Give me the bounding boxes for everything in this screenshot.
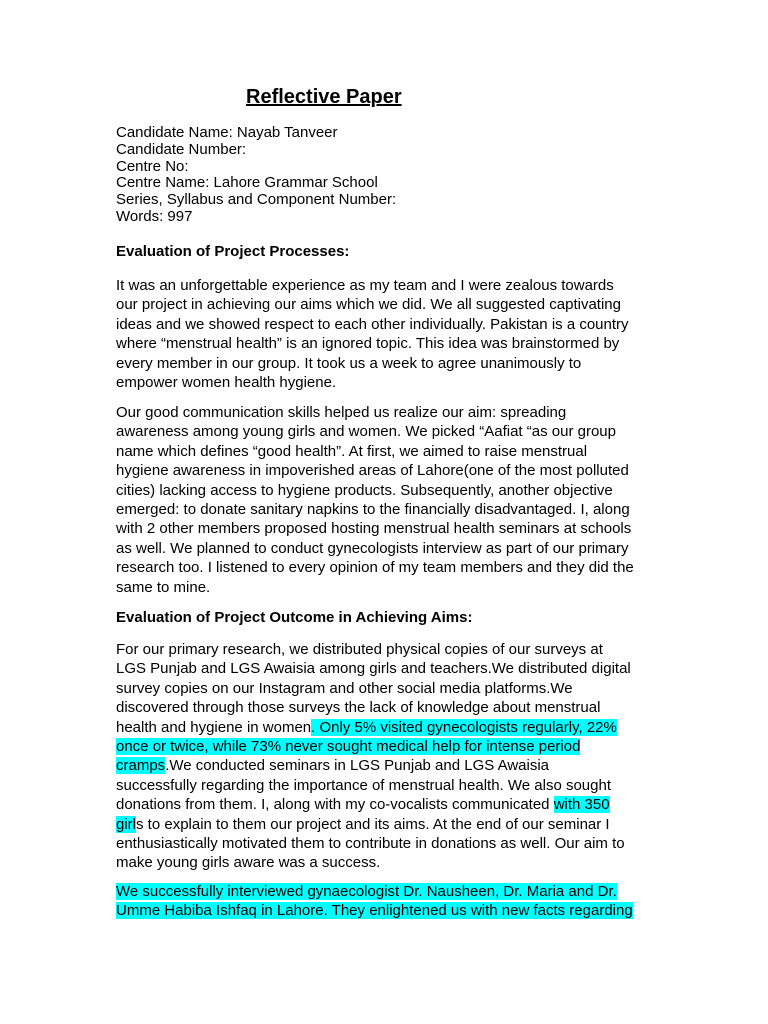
text-line: with 2 other members proposed hosting menstrual health seminars at schools: [116, 520, 632, 538]
text-line: Our good communication skills helped us realize our aim: spreading: [116, 404, 567, 421]
text-line: make young girls aware was a success.: [116, 854, 381, 872]
text-line: [116, 737, 631, 756]
text-line: It was an unforgettable experience as my team and I were zealous towards: [116, 277, 614, 294]
text-line: empower women health hygiene.: [116, 374, 337, 392]
text-line: ideas and we showed respect to each other individually. Pakistan is a country: [116, 315, 629, 333]
text-line: For our primary research, we distributed physical copies of our surveys at: [116, 641, 603, 658]
text-line: [116, 795, 631, 814]
text-line: successfully regarding the importance of menstrual health. We also sought: [116, 776, 611, 794]
text-line: as well. We planned to conduct gynecologists interview as part of our primary: [116, 539, 629, 557]
word-count: Words: 997: [116, 207, 193, 225]
highlighted-text: with 350: [553, 796, 610, 814]
candidate-info: [116, 125, 396, 226]
highlighted-text: Umme Habiba Ishfaq in Lahore. They enlightened us with new facts regarding: [116, 902, 633, 920]
text-line: name which defines “good health”. At first, we aimed to raise menstrual: [116, 442, 588, 460]
candidate-number: Candidate Number:: [116, 140, 247, 158]
text-line: awareness among young girls and women. We picked “Aafiat “as our group: [116, 423, 616, 441]
text-line: hygiene awareness in impoverished areas of Lahore(one of the most polluted: [116, 462, 629, 480]
text-run: donations from them. I, along with my co-vocalists communicated: [116, 796, 554, 814]
text-line: [116, 718, 631, 737]
text-run: .We conducted seminars in LGS Punjab and LGS Awaisia: [165, 757, 550, 775]
centre-no: Centre No:: [116, 157, 189, 175]
heading-processes: Evaluation of Project Processes:: [116, 243, 350, 260]
text-line: enthusiastically motivated them to contribute in donations as well. Our aim to: [116, 835, 625, 853]
text-run: s to explain to them our project and its aims. At the end of our seminar I: [136, 815, 610, 833]
text-line: cities) lacking access to hygiene products. Subsequently, another objective: [116, 481, 613, 499]
text-line: where “menstrual health” is an ignored topic. This idea was brainstormed by: [116, 335, 620, 353]
text-line: our project in achieving our aims which we did. We all suggested captivating: [116, 296, 621, 314]
centre-name: Centre Name: Lahore Grammar School: [116, 174, 378, 192]
paragraph-processes-1: [116, 276, 629, 392]
text-line: research too. I listened to every opinion of my team members and they did the: [116, 559, 634, 577]
highlighted-text: . Only 5% visited gynecologists regularly, 22%: [311, 718, 617, 736]
text-line: emerged: to donate sanitary napkins to the financially disadvantaged. I, along: [116, 501, 630, 519]
highlighted-text: We successfully interviewed gynaecologist Dr. Nausheen, Dr. Maria and Dr.: [116, 883, 617, 900]
paragraph-outcome-1: [116, 640, 631, 873]
text-line: same to mine.: [116, 578, 211, 596]
highlighted-text: girl: [116, 815, 137, 833]
paragraph-processes-2: [116, 403, 634, 597]
candidate-name: Candidate Name: Nayab Tanveer: [116, 124, 338, 141]
document-title: Reflective Paper: [246, 86, 402, 108]
text-run: health and hygiene in women: [116, 718, 312, 736]
heading-outcome: Evaluation of Project Outcome in Achieving Aims:: [116, 609, 473, 626]
series-syllabus: Series, Syllabus and Component Number:: [116, 191, 397, 209]
text-line: [116, 901, 633, 920]
text-line: survey copies on our Instagram and other social media platforms.We: [116, 679, 573, 697]
text-line: [116, 756, 631, 775]
highlighted-text: cramps: [116, 757, 166, 775]
text-line: LGS Punjab and LGS Awaisia among girls and teachers.We distributed digital: [116, 660, 631, 678]
text-line: every member in our group. It took us a week to agree unanimously to: [116, 354, 582, 372]
text-line: discovered through those surveys the lack of knowledge about menstrual: [116, 699, 601, 717]
text-line: [116, 815, 631, 834]
highlighted-text: once or twice, while 73% never sought medical help for intense period: [116, 738, 581, 756]
text-line: [116, 882, 633, 901]
paragraph-outcome-2: [116, 882, 633, 921]
